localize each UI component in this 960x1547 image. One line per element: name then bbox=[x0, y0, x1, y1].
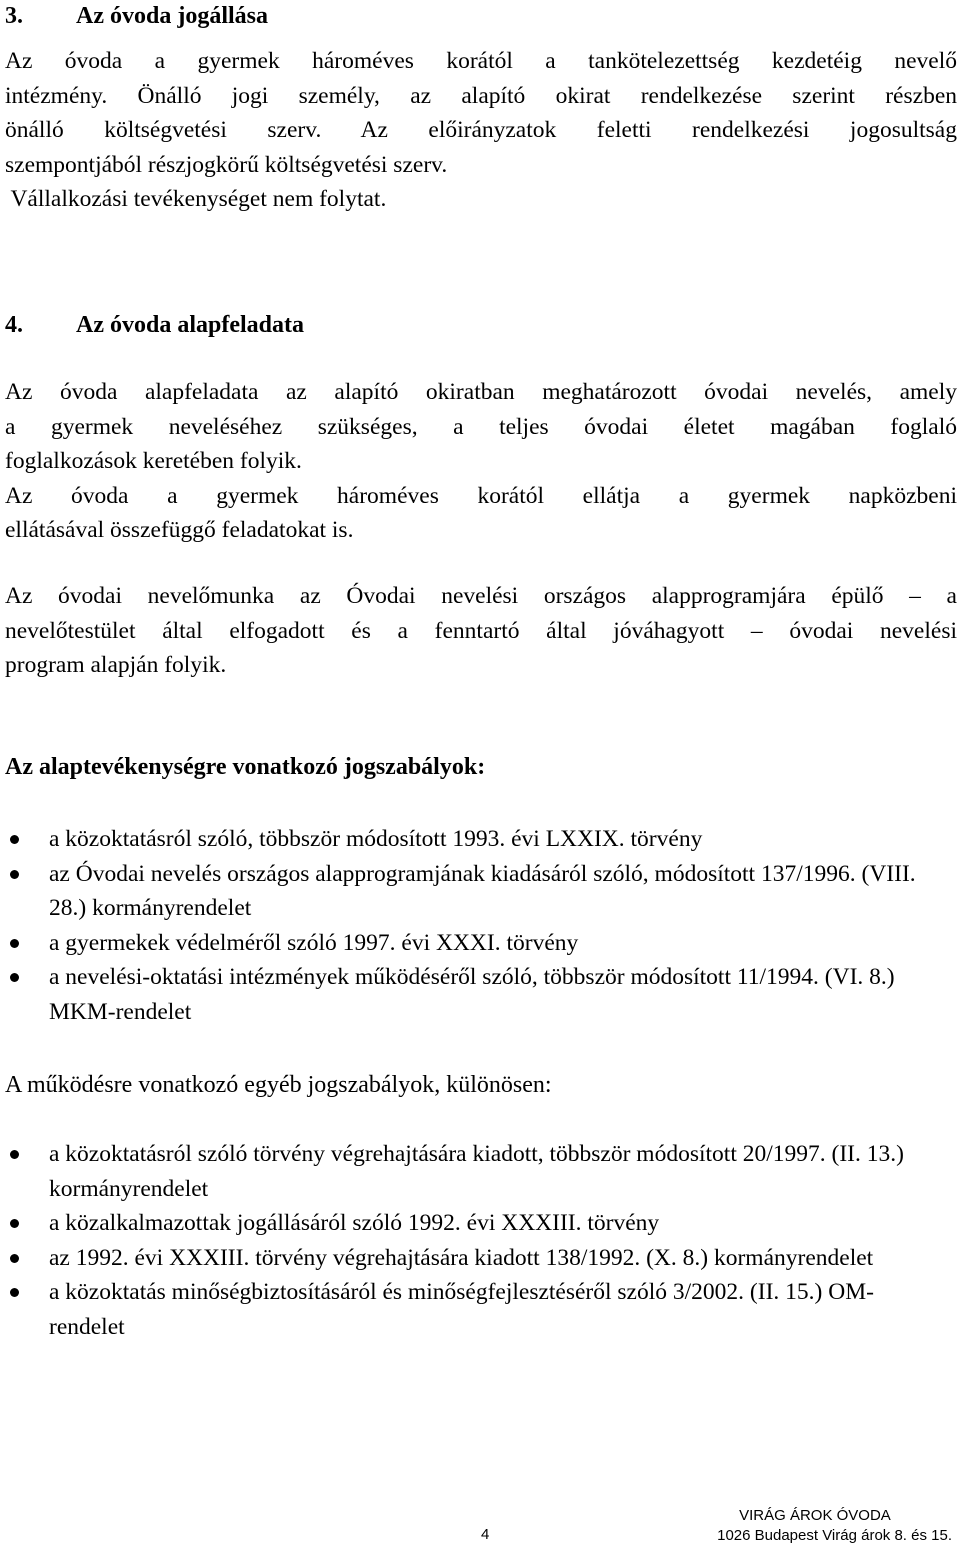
list-item bbox=[0, 1137, 929, 1206]
section-3-number: 3. bbox=[5, 3, 23, 29]
paragraph-line: program alapján folyik. bbox=[5, 652, 227, 678]
other-laws-list bbox=[0, 1137, 960, 1344]
core-laws-list bbox=[0, 822, 960, 1029]
paragraph-line: nevelőtestület által elfogadott és a fenntartó által jóváhagyott – óvodai nevelési bbox=[5, 617, 957, 644]
list-item-text: az 1992. évi XXXIII. törvény végrehajtására kiadott 138/1992. (X. 8.) kormányrendelet bbox=[49, 1244, 874, 1271]
paragraph-line: Az óvoda a gyermek hároméves korától ellátja a gyermek napközbeni bbox=[5, 482, 957, 509]
section-4-paragraph-1 bbox=[5, 375, 957, 548]
section-3-paragraph bbox=[5, 44, 957, 217]
list-item-text: a közalkalmazottak jogállásáról szóló 1992. évi XXXIII. törvény bbox=[49, 1210, 660, 1236]
paragraph-line: Az óvoda alapfeladata az alapító okiratban meghatározott óvodai nevelés, amely bbox=[5, 379, 957, 405]
bullet-icon bbox=[10, 1254, 19, 1263]
list-item bbox=[0, 1206, 929, 1241]
paragraph-line: a gyermek neveléséhez szükséges, a teljes óvodai életet magában foglaló bbox=[5, 413, 957, 440]
other-laws-heading: A működésre vonatkozó egyéb jogszabályok, különösen: bbox=[5, 1072, 552, 1098]
bullet-icon bbox=[10, 973, 19, 982]
footer-org-name: VIRÁG ÁROK ÓVODA bbox=[739, 1507, 891, 1524]
list-item bbox=[0, 1241, 929, 1276]
section-4-heading bbox=[5, 311, 304, 339]
list-item bbox=[0, 960, 929, 1029]
footer-address: 1026 Budapest Virág árok 8. és 15. bbox=[717, 1527, 952, 1544]
list-item-text: a nevelési-oktatási intézmények működéséről szóló, többször módosított 11/1994. (VI. 8.) MKM-rendelet bbox=[49, 964, 895, 1025]
list-item-text: az Óvodai nevelés országos alapprogramjának kiadásáról szóló, módosított 137/1996. (VIII. 28.) kormányrendelet bbox=[49, 860, 916, 921]
list-item bbox=[0, 822, 929, 857]
bullet-icon bbox=[10, 939, 19, 948]
bullet-icon bbox=[10, 835, 19, 844]
bullet-icon bbox=[10, 1150, 19, 1159]
paragraph-line: Vállalkozási tevékenységet nem folytat. bbox=[5, 186, 387, 212]
core-laws-heading: Az alaptevékenységre vonatkozó jogszabályok: bbox=[5, 754, 486, 780]
list-item-text: a közoktatásról szóló, többször módosított 1993. évi LXXIX. törvény bbox=[49, 826, 703, 852]
footer-address-block bbox=[717, 1506, 952, 1546]
bullet-icon bbox=[10, 870, 19, 879]
list-item bbox=[0, 1275, 929, 1344]
paragraph-line: intézmény. Önálló jogi személy, az alapító okirat rendelkezése szerint részben bbox=[5, 82, 957, 109]
list-item-text: a közoktatás minőségbiztosításáról és minőségfejlesztéséről szóló 3/2002. (II. 15.) OM-rendelet bbox=[49, 1279, 874, 1340]
list-item bbox=[0, 857, 929, 926]
paragraph-line: foglalkozások keretében folyik. bbox=[5, 448, 302, 474]
paragraph-line: Az óvodai nevelőmunka az Óvodai nevelési országos alapprogramjára épülő – a bbox=[5, 583, 957, 609]
paragraph-line: önálló költségvetési szerv. Az előirányzatok feletti rendelkezési jogosultság bbox=[5, 117, 957, 143]
section-4-title: Az óvoda alapfeladata bbox=[76, 312, 304, 338]
section-4-paragraph-2 bbox=[5, 579, 957, 683]
list-item-text: a gyermekek védelméről szóló 1997. évi XXXI. törvény bbox=[49, 929, 579, 956]
paragraph-line: szempontjából részjogkörű költségvetési szerv. bbox=[5, 151, 448, 178]
list-item-text: a közoktatásról szóló törvény végrehajtására kiadott, többször módosított 20/1997. (II. 13.) kormányrendelet bbox=[49, 1141, 904, 1202]
page-number: 4 bbox=[481, 1526, 490, 1543]
section-3-heading bbox=[5, 2, 268, 30]
paragraph-line: ellátásával összefüggő feladatokat is. bbox=[5, 517, 354, 543]
bullet-icon bbox=[10, 1288, 19, 1297]
bullet-icon bbox=[10, 1219, 19, 1228]
section-3-title: Az óvoda jogállása bbox=[76, 3, 268, 29]
paragraph-line: Az óvoda a gyermek hároméves korától a tankötelezettség kezdetéig nevelő bbox=[5, 48, 957, 74]
section-4-number: 4. bbox=[5, 312, 23, 338]
list-item bbox=[0, 926, 929, 961]
